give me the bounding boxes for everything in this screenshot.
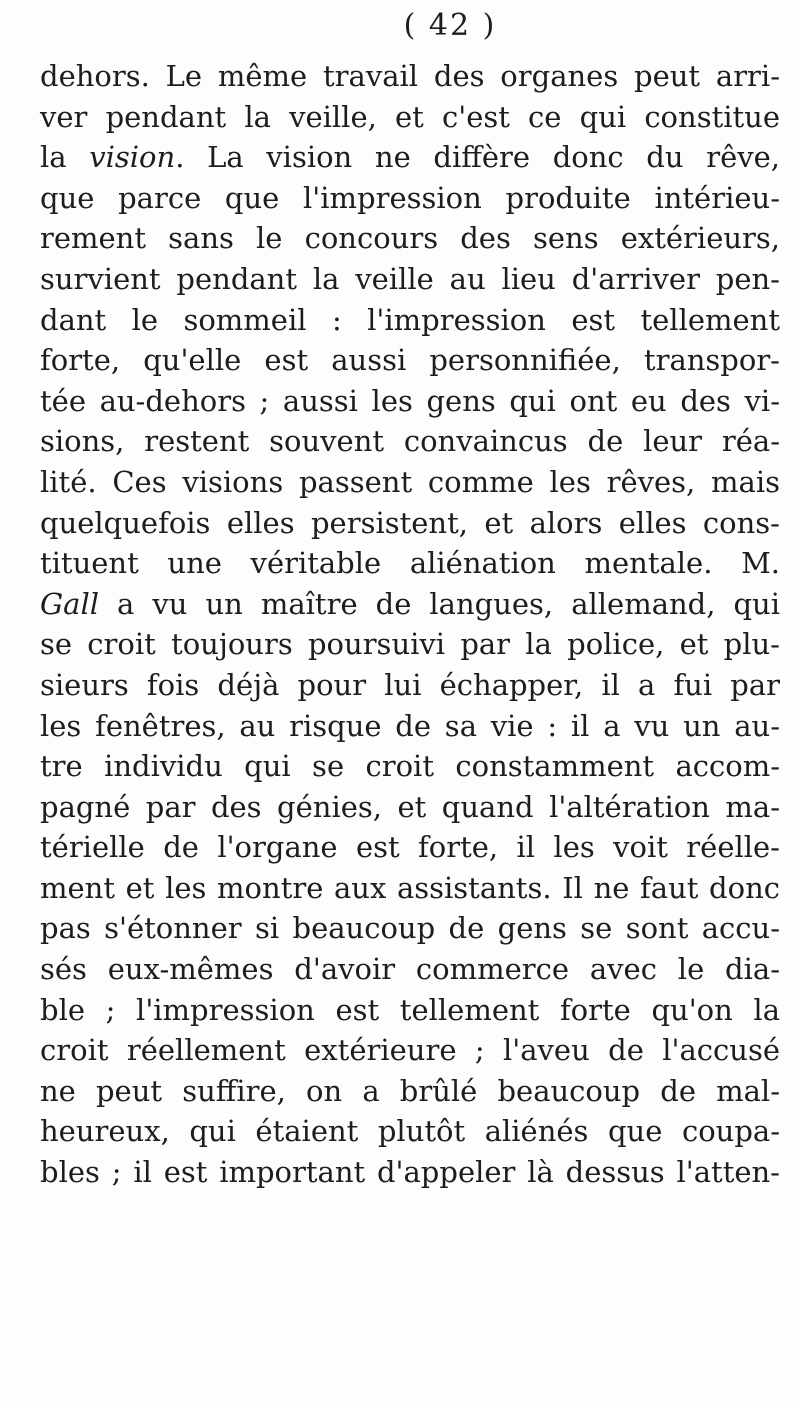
page-number: ( 42 ): [403, 8, 497, 43]
italic-term: Gall: [40, 586, 100, 621]
text-line: que parce que l'impression produite intérieu-: [40, 180, 780, 215]
text-line: survient pendant la veille au lieu d'arriver pen-: [40, 261, 780, 296]
text-line: tre individu qui se croit constamment accom-: [40, 749, 780, 784]
text-line: dant le sommeil : l'impression est tellement: [40, 302, 780, 337]
italic-term: vision: [89, 140, 176, 175]
text-run: . La vision ne diffère donc du rêve,: [175, 140, 780, 175]
body-text: [40, 56, 780, 1193]
text-line: heureux, qui étaient plutôt aliénés que coupa-: [40, 1114, 780, 1149]
text-line: sions, restent souvent convaincus de leur réa-: [40, 424, 780, 459]
text-line: pas s'étonner si beaucoup de gens se sont accu-: [40, 911, 780, 946]
text-line: se croit toujours poursuivi par la police, et plu-: [40, 627, 780, 662]
text-line: ne peut suffire, on a brûlé beaucoup de mal-: [40, 1073, 780, 1108]
text-line: tée au-dehors ; aussi les gens qui ont eu des vi-: [40, 383, 780, 418]
text-line: rement sans le concours des sens extérieurs,: [40, 221, 780, 256]
text-line: tituent une véritable aliénation mentale. M.: [40, 546, 780, 581]
text-line: ment et les montre aux assistants. Il ne faut donc: [40, 870, 780, 905]
text-line: sés eux-mêmes d'avoir commerce avec le dia-: [40, 952, 780, 987]
text-line: térielle de l'organe est forte, il les voit réelle-: [40, 830, 780, 865]
text-line: forte, qu'elle est aussi personnifiée, transpor-: [40, 343, 780, 378]
text-line: [40, 584, 780, 625]
text-line: les fenêtres, au risque de sa vie : il a vu un au-: [40, 708, 780, 743]
text-line: ble ; l'impression est tellement forte qu'on la: [40, 992, 780, 1027]
text-line: [40, 137, 780, 178]
text-line: pagné par des génies, et quand l'altération ma-: [40, 789, 780, 824]
text-line: dehors. Le même travail des organes peut arri-: [40, 59, 780, 93]
text-line: sieurs fois déjà pour lui échapper, il a fui par: [40, 667, 780, 702]
text-line: quelquefois elles persistent, et alors elles cons-: [40, 505, 780, 540]
text-run: a vu un maître de langues, allemand, qui: [99, 586, 780, 621]
text-run: la: [40, 140, 90, 175]
text-line: ver pendant la veille, et c'est ce qui constitue: [40, 99, 780, 134]
text-line: lité. Ces visions passent comme les rêves, mais: [40, 464, 780, 499]
text-line: bles ; il est important d'appeler là dessus l'atten-: [40, 1155, 780, 1190]
text-line: croit réellement extérieure ; l'aveu de l'accusé: [40, 1033, 780, 1068]
